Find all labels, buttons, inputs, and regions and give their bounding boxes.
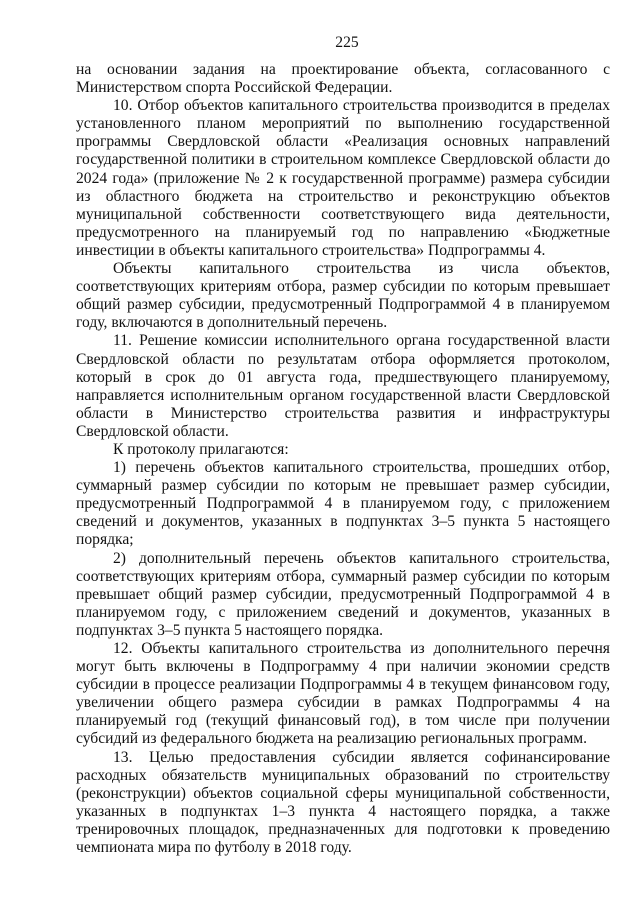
paragraph-item-1: 1) перечень объектов капитального строительства, прошедших отбор, суммарный размер субсидии по которым не превышает размер субсидии, предусмотренный Подпрограммой 4 в планируемом году, с приложением сведений и документов, указанных в подпунктах 3–5 пункта 5 настоящего порядка;: [76, 459, 610, 549]
paragraph-additional-list: Объекты капитального строительства из числа объектов, соответствующих критериям отбора, размер субсидии по которым превышает общий размер субсидии, предусмотренный Подпрограммой 4 в планируемом году, включаются в дополнительный перечень.: [76, 260, 610, 332]
paragraph-item-2: 2) дополнительный перечень объектов капитального строительства, соответствующих критериям отбора, суммарный размер субсидии по которым превышает общий размер субсидии, предусмотренный Подпрограммой 4 в планируемом году, с приложением сведений и документов, указанных в подпунктах 3–5 пункта 5 настоящего порядка.: [76, 549, 610, 639]
paragraph-10: 10. Отбор объектов капитального строительства производится в пределах установленного планом мероприятий по выполнению государственной программы Свердловской области «Реализация основных направлений государственной политики в строительном комплексе Свердловской области до 2024 года» (приложение № 2 к государственной программе) размера субсидии из областного бюджета на строительство и реконструкцию объектов муниципальной собственности соответствующего вида деятельности, предусмотренного на планируемый год по направлению «Бюджетные инвестиции в объекты капитального строительства» Подпрограммы 4.: [76, 97, 610, 259]
paragraph-11: 11. Решение комиссии исполнительного органа государственной власти Свердловской области по результатам отбора оформляется протоколом, который в срок до 01 августа года, предшествующего планируемому, направляется исполнительным органом государственной власти Свердловской области в Министерство строительства развития и инфраструктуры Свердловской области.: [76, 332, 610, 440]
paragraph-continuation: на основании задания на проектирование объекта, согласованного с Министерством спорта Российской Федерации.: [76, 61, 610, 97]
paragraph-13: 13. Целью предоставления субсидии является софинансирование расходных обязательств муниципальных образований по строительству (реконструкции) объектов социальной сферы муниципальной собственности, указанных в подпунктах 1–3 пункта 4 настоящего порядка, а также тренировочных площадок, предназначенных для подготовки к проведению чемпионата мира по футболу в 2018 году.: [76, 748, 610, 857]
paragraph-12: 12. Объекты капитального строительства из дополнительного перечня могут быть включены в Подпрограмму 4 при наличии экономии средств субсидии в процессе реализации Подпрограммы 4 в текущем финансовом году, увеличении общего размера субсидии в рамках Подпрограммы 4 на планируемый год (текущий финансовый год), в том числе при получении субсидий из федерального бюджета на реализацию региональных программ.: [76, 640, 610, 748]
page-number: 225: [335, 34, 359, 51]
document-page: [76, 34, 610, 857]
document-body: [76, 61, 610, 857]
paragraph-attachments-intro: К протоколу прилагаются:: [113, 440, 289, 458]
